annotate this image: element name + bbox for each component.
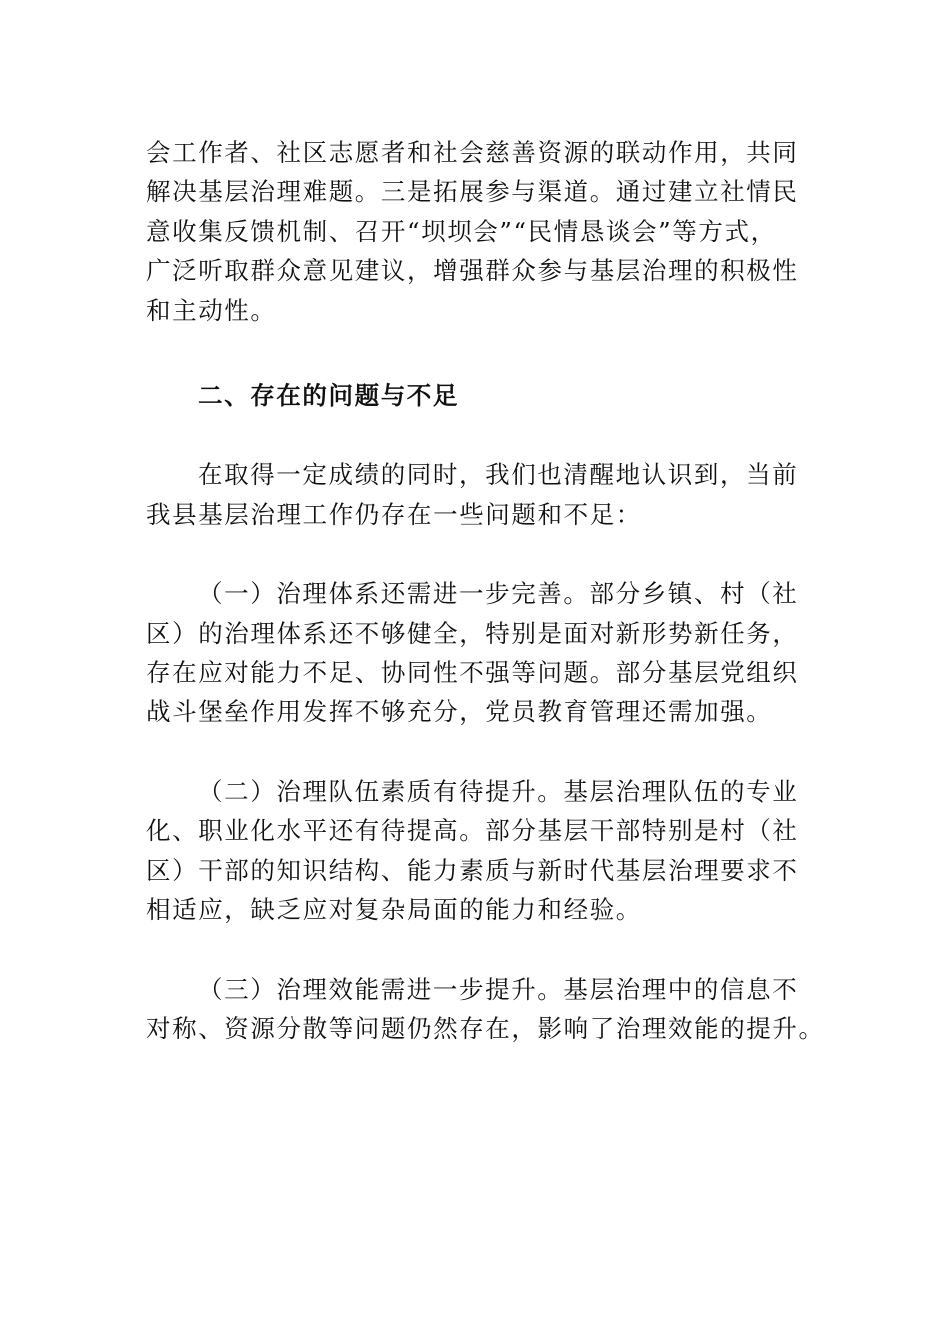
text-line: 意收集反馈机制、召开“坝坝会”“民情恳谈会”等方式， [146,216,777,246]
paragraph-item-2 [146,772,806,930]
text-line: 战斗堡垒作用发挥不够充分，党员教育管理还需加强。 [146,697,773,727]
paragraph-intro [146,455,806,534]
text-line: 相适应，缺乏应对复杂局面的能力和经验。 [146,895,642,925]
text-line: 区）干部的知识结构、能力素质与新时代基层治理要求不 [146,855,799,885]
text-line: 存在应对能力不足、协同性不强等问题。部分基层党组织 [146,658,799,688]
text-line: （一）治理体系还需进一步完善。部分乡镇、村（社 [198,579,799,609]
section-heading: 二、存在的问题与不足 [198,381,459,411]
text-line: 会工作者、社区志愿者和社会慈善资源的联动作用，共同 [146,138,799,167]
paragraph-continuation [146,133,806,330]
text-line: 区）的治理体系还不够健全，特别是面对新形势新任务， [146,618,799,648]
text-line: （三）治理效能需进一步提升。基层治理中的信息不 [198,974,799,1004]
paragraph-item-3 [146,970,825,1049]
text-line: 解决基层治理难题。三是拓展参与渠道。通过建立社情民 [146,177,799,207]
text-line: 我县基层治理工作仍存在一些问题和不足： [146,499,642,529]
text-line: 在取得一定成绩的同时，我们也清醒地认识到，当前 [198,460,799,490]
paragraph-item-1 [146,574,806,732]
text-line: 对称、资源分散等问题仍然存在，影响了治理效能的提升。 [146,1013,825,1043]
text-line: 广泛听取群众意见建议，增强群众参与基层治理的积极性 [146,256,799,286]
text-line: （二）治理队伍素质有待提升。基层治理队伍的专业 [198,776,799,806]
text-line: 化、职业化水平还有待提高。部分基层干部特别是村（社 [146,816,799,846]
text-line: 和主动性。 [146,295,277,325]
document-body [146,133,825,1048]
